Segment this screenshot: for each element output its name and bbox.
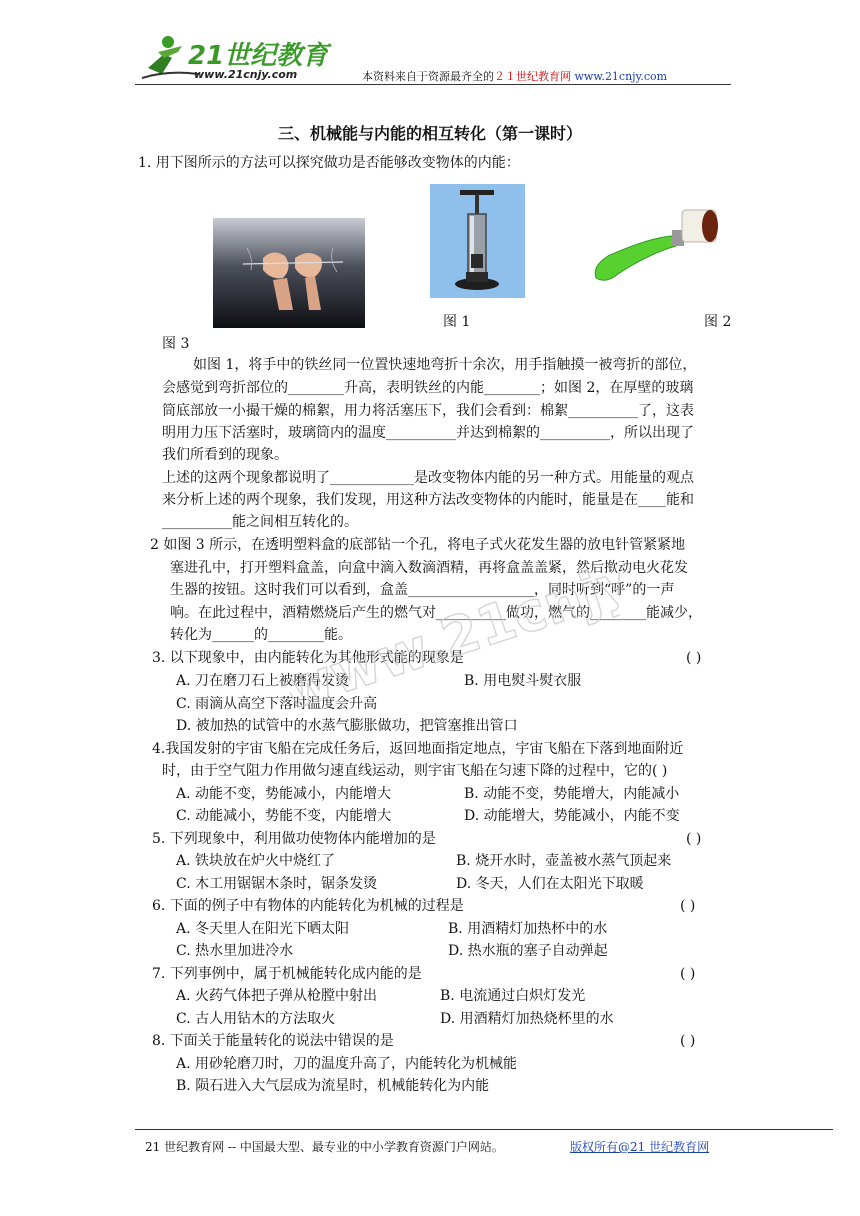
figure-1-image <box>430 184 525 298</box>
logo-url: www.21cnjy.com <box>194 68 298 81</box>
q1-line: 明用力压下活塞时，玻璃筒内的温度__________并达到棉絮的__________，所以出现了 <box>162 425 694 441</box>
q7-option-a: A. 火药气体把子弹从枪膛中射出 <box>176 988 378 1004</box>
q6-stem: 6. 下面的例子中有物体的内能转化为机械的过程是 <box>152 898 464 914</box>
q1-line: 会感觉到弯折部位的________升高，表明铁丝的内能________；如图 2，在厚壁的玻璃 <box>162 380 694 396</box>
answer-blank[interactable]: ( ) <box>686 650 702 666</box>
q1-line: 筒底部放一小撮干燥的棉絮，用力将活塞压下，我们会看到：棉絮__________了，这表 <box>162 403 694 419</box>
q5-option-a: A. 铁块放在炉火中烧红了 <box>176 853 336 869</box>
q4-stem: 时，由于空气阻力作用做匀速直线运动，则宇宙飞船在匀速下降的过程中，它的( ) <box>162 763 668 779</box>
q7-option-b: B. 电流通过白炽灯发光 <box>440 988 586 1004</box>
q5-option-c: C. 木工用锯锯木条时，锯条发烫 <box>176 876 378 892</box>
q3-stem: 3. 以下现象中，由内能转化为其他形式能的现象是 <box>152 650 464 666</box>
page-title: 三、机械能与内能的相互转化（第一课时） <box>277 124 582 143</box>
q8-option-b: B. 陨石进入大气层成为流星时，机械能转化为内能 <box>176 1078 490 1094</box>
q7-option-c: C. 古人用钻木的方法取火 <box>176 1011 336 1027</box>
q2-line: 生器的按钮。这时我们可以看到，盒盖__________________，同时听到“呼”的一声 <box>170 582 675 598</box>
q8-stem: 8. 下面关于能量转化的说法中错误的是 <box>152 1033 394 1049</box>
q3-option-b: B. 用电熨斗熨衣服 <box>464 673 582 689</box>
q5-option-b: B. 烧开水时，壶盖被水蒸气顶起来 <box>456 853 672 869</box>
logo-wordmark: 21世纪教育 <box>188 41 329 71</box>
q4-option-b: B. 动能不变，势能增大，内能减小 <box>464 786 680 802</box>
q4-option-c: C. 动能减小，势能不变，内能增大 <box>176 808 392 824</box>
q1-line: 如图 1，将手中的铁丝同一位置快速地弯折十余次，用手指触摸一被弯折的部位， <box>193 357 697 373</box>
header-brand-link[interactable]: ２１世纪教育网 <box>494 70 571 83</box>
q5-stem: 5. 下列现象中，利用做功使物体内能增加的是 <box>152 831 436 847</box>
q6-option-a: A. 冬天里人在阳光下晒太阳 <box>176 921 350 937</box>
answer-blank[interactable]: ( ) <box>680 1033 696 1049</box>
header-note <box>362 68 667 84</box>
answer-blank[interactable]: ( ) <box>680 966 696 982</box>
q1-line: 来分析上述的两个现象，我们发现，用这种方法改变物体的内能时，能量是在____能和 <box>162 492 694 508</box>
q1-line: __________能之间相互转化的。 <box>162 514 358 530</box>
header-note-prefix: 本资料来自于资源最齐全的 <box>362 70 494 83</box>
q6-option-d: D. 热水瓶的塞子自动弹起 <box>448 943 608 959</box>
q7-stem: 7. 下列事例中，属于机械能转化成内能的是 <box>152 966 422 982</box>
q3-option-a: A. 刀在磨刀石上被磨得发烫 <box>176 673 350 689</box>
footer-text: 21 世纪教育网 -- 中国最大型、最专业的中小学教育资源门户网站。 <box>145 1140 504 1154</box>
q4-stem: 4.我国发射的宇宙飞船在完成任务后，返回地面指定地点，宇宙飞船在下落到地面附近 <box>152 741 684 757</box>
figure-1-caption: 图 1 <box>443 314 471 330</box>
watermark-text: www.21cnjy.com <box>290 560 620 723</box>
q1-line: 我们所看到的现象。 <box>162 447 288 463</box>
figure-3-caption: 图 3 <box>162 336 190 352</box>
figure-2-image <box>588 196 728 288</box>
figure-3-image <box>213 218 365 328</box>
site-logo <box>138 30 338 82</box>
q2-line: 响。在此过程中，酒精燃烧后产生的燃气对__________做功，燃气的________能减少， <box>170 605 702 621</box>
q2-line: 2 如图 3 所示，在透明塑料盒的底部钻一个孔，将电子式火花发生器的放电针管紧紧地 <box>150 537 686 553</box>
figure-2-caption: 图 2 <box>704 314 732 330</box>
footer-divider <box>135 1129 833 1130</box>
q7-option-d: D. 用酒精灯加热烧杯里的水 <box>440 1011 614 1027</box>
q3-option-c: C. 雨滴从高空下落时温度会升高 <box>176 696 378 712</box>
answer-blank[interactable]: ( ) <box>686 831 702 847</box>
answer-blank[interactable]: ( ) <box>680 898 696 914</box>
q5-option-d: D. 冬天，人们在太阳光下取暖 <box>456 876 644 892</box>
header-url-link[interactable]: www.21cnjy.com <box>574 70 668 83</box>
q2-line: 转化为______的________能。 <box>170 627 352 643</box>
q8-option-a: A. 用砂轮磨刀时，刀的温度升高了，内能转化为机械能 <box>176 1056 518 1072</box>
q4-option-a: A. 动能不变，势能减小，内能增大 <box>176 786 392 802</box>
footer-copyright-link[interactable]: 版权所有@21 世纪教育网 <box>570 1140 710 1154</box>
q3-option-d: D. 被加热的试管中的水蒸气膨胀做功，把管塞推出管口 <box>176 718 518 734</box>
header-divider <box>135 84 731 85</box>
q1-intro: 1. 用下图所示的方法可以探究做功是否能够改变物体的内能： <box>138 155 520 171</box>
q1-line: 上述的这两个现象都说明了____________是改变物体内能的另一种方式。用能量的观点 <box>162 470 694 486</box>
q6-option-c: C. 热水里加进冷水 <box>176 943 294 959</box>
q2-line: 塞进孔中，打开塑料盒盖，向盒中滴入数滴酒精，再将盒盖盖紧，然后揿动电火花发 <box>170 560 688 576</box>
q6-option-b: B. 用酒精灯加热杯中的水 <box>448 921 608 937</box>
q4-option-d: D. 动能增大，势能减小，内能不变 <box>464 808 680 824</box>
